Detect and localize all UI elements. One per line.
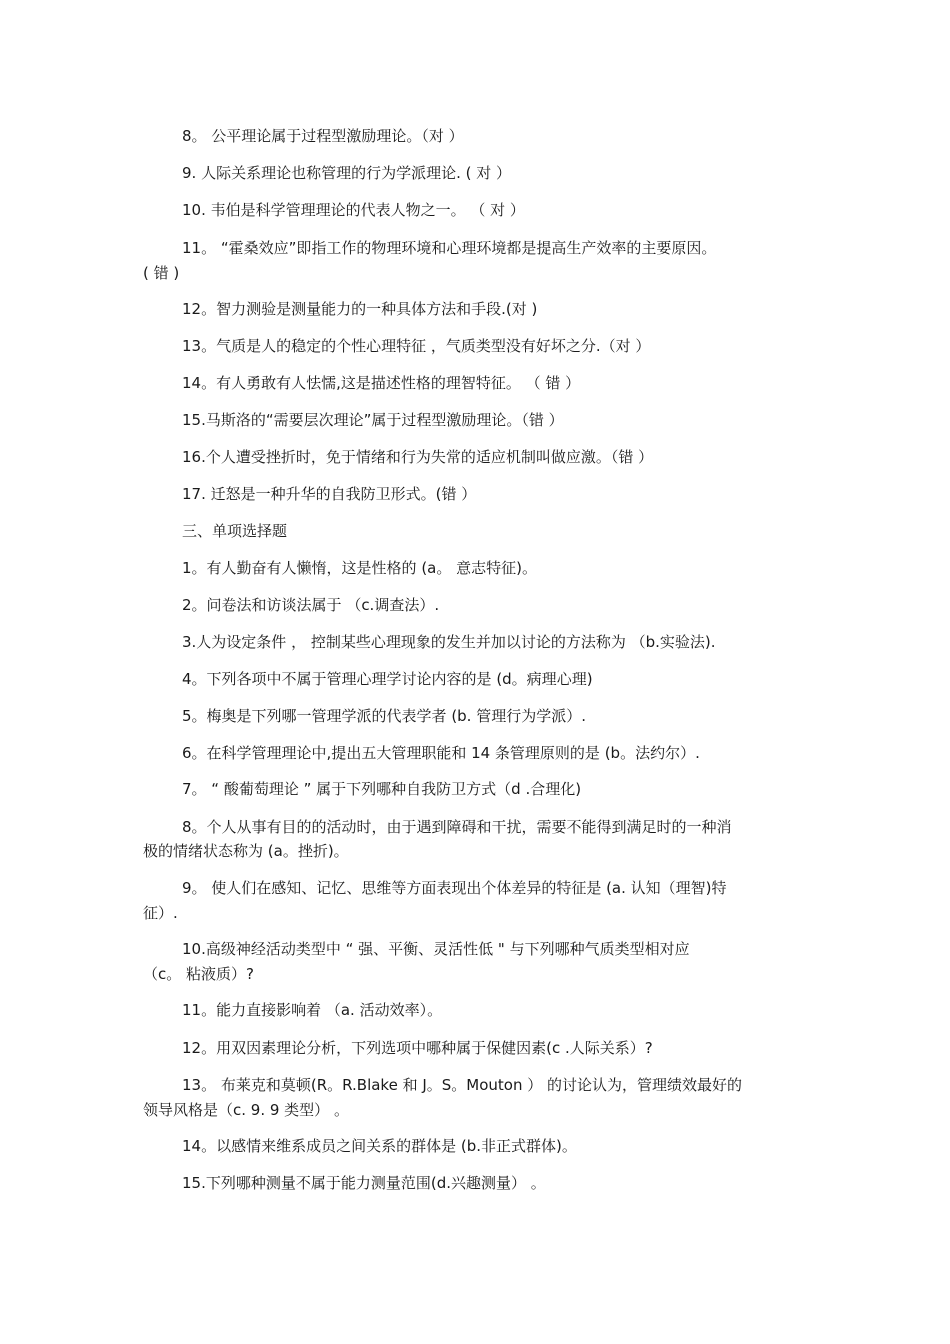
sc-item-8-cont: 极的情绪状态称为 (a。挫折)。 (143, 842, 349, 860)
sc-item-3: 3.人为设定条件 ， 控制某些心理现象的发生并加以讨论的方法称为 （b.实验法). (182, 633, 716, 651)
tf-item-8: 8。 公平理论属于过程型激励理论。（对 ） (182, 127, 464, 145)
sc-item-7: 7。 “ 酸葡萄理论 ” 属于下列哪种自我防卫方式（d .合理化) (182, 780, 582, 798)
sc-item-8: 8。个人从事有目的的活动时，由于遇到障碍和干扰，需要不能得到满足时的一种消 (182, 818, 732, 836)
sc-item-14: 14。以感情来维系成员之间关系的群体是 (b.非正式群体)。 (182, 1137, 577, 1155)
sc-item-9-cont: 征）. (143, 904, 178, 922)
sc-item-2: 2。问卷法和访谈法属于 （c.调查法）. (182, 596, 440, 614)
sc-item-4: 4。下列各项中不属于管理心理学讨论内容的是 (d。病理心理) (182, 670, 593, 688)
sc-item-13-cont: 领导风格是（c. 9. 9 类型） 。 (143, 1101, 349, 1119)
section-heading: 三、单项选择题 (182, 522, 288, 540)
sc-item-6: 6。在科学管理理论中,提出五大管理职能和 14 条管理原则的是 (b。法约尔）. (182, 744, 700, 762)
sc-item-10-cont: （c。 粘液质）? (143, 965, 254, 983)
sc-item-1: 1。有人勤奋有人懒惰，这是性格的 (a。 意志特征)。 (182, 559, 537, 577)
sc-item-11: 11。能力直接影响着 （a. 活动效率）。 (182, 1001, 443, 1019)
tf-item-11: 11。 “霍桑效应”即指工作的物理环境和心理环境都是提高生产效率的主要原因。 (182, 239, 717, 257)
tf-item-11-cont: ( 错 ) (143, 264, 180, 282)
tf-item-14: 14。有人勇敢有人怯懦,这是描述性格的理智特征。 （ 错 ） (182, 374, 581, 392)
tf-item-12: 12。智力测验是测量能力的一种具体方法和手段.(对 ) (182, 300, 538, 318)
tf-item-10: 10. 韦伯是科学管理理论的代表人物之一。 （ 对 ） (182, 201, 525, 219)
tf-item-13: 13。气质是人的稳定的个性心理特征 ，气质类型没有好坏之分.（对 ） (182, 337, 651, 355)
sc-item-9: 9。 使人们在感知、记忆、思维等方面表现出个体差异的特征是 (a. 认知（理智)特 (182, 879, 727, 897)
tf-item-9: 9. 人际关系理论也称管理的行为学派理论. ( 对 ） (182, 164, 512, 182)
tf-item-15: 15.马斯洛的“需要层次理论”属于过程型激励理论。（错 ） (182, 411, 564, 429)
tf-item-16: 16.个人遭受挫折时，免于情绪和行为失常的适应机制叫做应激。（错 ） (182, 448, 654, 466)
tf-item-17: 17. 迁怒是一种升华的自我防卫形式。(错 ） (182, 485, 477, 503)
sc-item-5: 5。梅奥是下列哪一管理学派的代表学者 (b. 管理行为学派）. (182, 707, 586, 725)
sc-item-13: 13。 布莱克和莫顿(R。R.Blake 和 J。S。Mouton ） 的讨论认为，管理绩效最好的 (182, 1076, 743, 1094)
sc-item-15: 15.下列哪种测量不属于能力测量范围(d.兴趣测量） 。 (182, 1174, 546, 1192)
sc-item-10: 10.高级神经活动类型中 “ 强、平衡、灵活性低 " 与下列哪种气质类型相对应 (182, 940, 690, 958)
sc-item-12: 12。用双因素理论分析，下列选项中哪种属于保健因素(c .人际关系）? (182, 1039, 653, 1057)
